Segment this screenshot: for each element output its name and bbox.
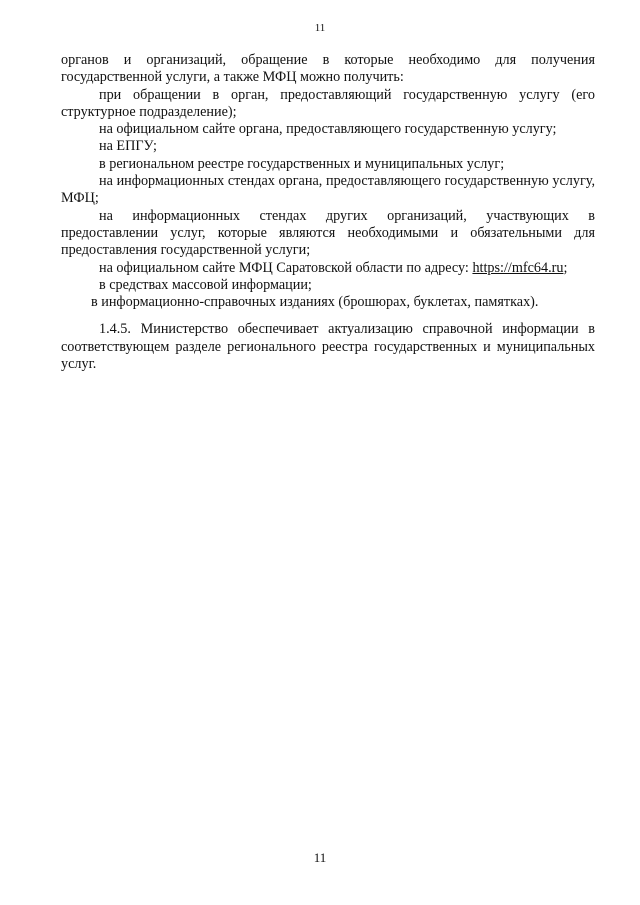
list-item-registry: в региональном реестре государственных и муниципальных услуг; [99,155,505,172]
list-item-organ: при обращении в орган, предоставляющий государственную услугу (его структурное подразделение); [61,86,595,120]
list-item-epgu: на ЕПГУ; [99,138,157,155]
list-item-mfc-site [61,260,595,277]
page-number-bottom: 11 [313,850,327,865]
mfc-site-text: на официальном сайте МФЦ Саратовской области по адресу: [99,259,473,276]
paragraph-1-4-5: 1.4.5. Министерство обеспечивает актуализацию справочной информации в соответствующем разделе регионального реестра государственных и муниципальных услуг. [61,321,595,373]
list-item-other-orgs: на информационных стендах других организаций, участвующих в предоставлении услуг, которые являются необходимыми и обязательными для предоставления государственной услуги; [61,207,595,259]
list-item-publications: в информационно-справочных изданиях (брошюрах, буклетах, памятках). [91,294,539,311]
list-item-info-stands: на информационных стендах органа, предоставляющего государственную услугу, МФЦ; [61,173,595,207]
list-item-official-site: на официальном сайте органа, предоставляющего государственную услугу; [99,121,557,138]
list-item-media: в средствах массовой информации; [99,276,312,293]
mfc-site-end: ; [563,259,568,276]
mfc-site-link[interactable]: https://mfc64.ru [472,259,564,276]
page-number-top: 11 [314,22,326,34]
document-body [61,52,595,373]
paragraph-intro: органов и организаций, обращение в которые необходимо для получения государственной услуги, а также МФЦ можно получить: [61,52,595,86]
